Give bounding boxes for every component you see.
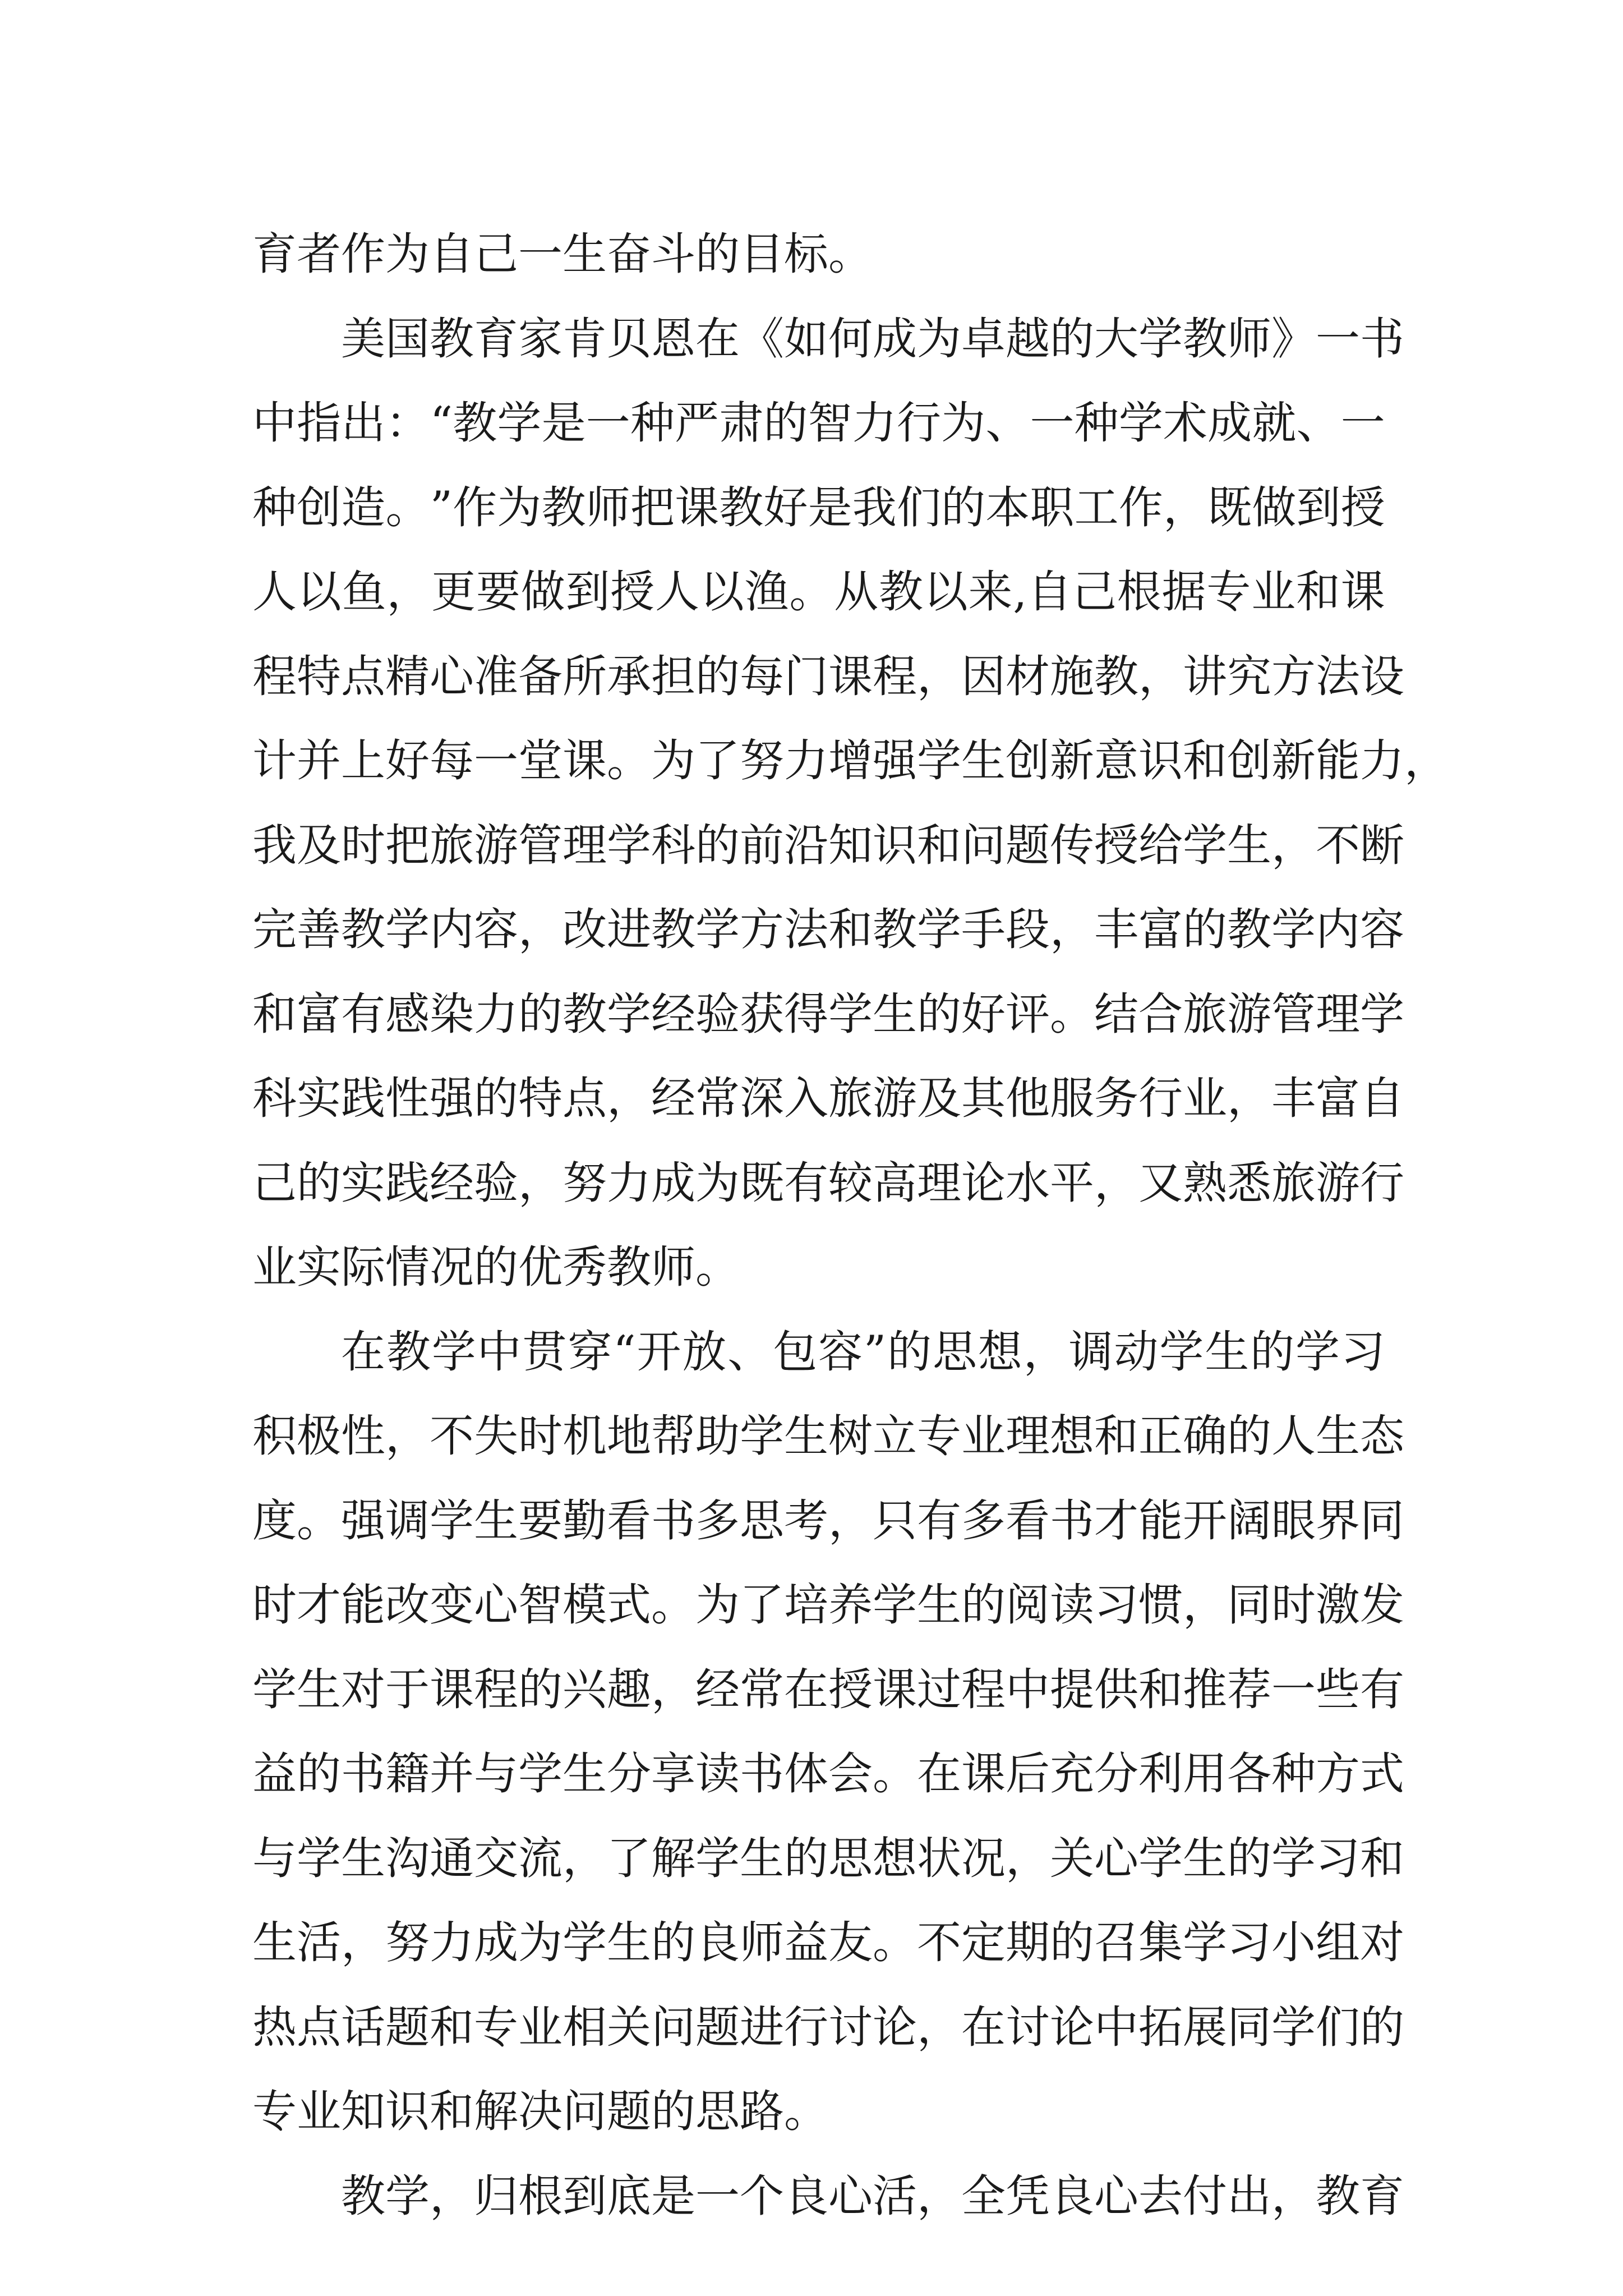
text-line: 美 国 教 育 家 肯 贝 恩 在 《 如 何 成 为 卓 越 的 大 学 教 师 》 一 书: [341, 312, 1404, 365]
text-line: 积 极 性 ， 不 失 时 机 地 帮 助 学 生 树 立 专 业 理 想 和 正 确 的 人 生 态: [252, 1410, 1404, 1462]
text-line: 人 以 鱼 ， 更 要 做 到 授 人 以 渔 。 从 教 以 来 , 自 己 根 据 专 业 和 课: [252, 566, 1385, 618]
text-line: 热 点 话 题 和 专 业 相 关 问 题 进 行 讨 论 ， 在 讨 论 中 拓 展 同 学 们 的: [252, 2001, 1404, 2053]
text-line: 度 。 强 调 学 生 要 勤 看 书 多 思 考 ， 只 有 多 看 书 才 能 开 阔 眼 界 同: [252, 1494, 1404, 1547]
paragraph-1: [252, 212, 1385, 297]
text-line: 己 的 实 践 经 验 ， 努 力 成 为 既 有 较 高 理 论 水 平 ， 又 熟 悉 旅 游 行: [252, 1157, 1404, 1209]
document-body: [252, 212, 1449, 2238]
text-line: 与 学 生 沟 通 交 流 ， 了 解 学 生 的 思 想 状 况 ， 关 心 学 生 的 学 习 和: [252, 1832, 1404, 1884]
text-line: 教 学 ， 归 根 到 底 是 一 个 良 心 活 ， 全 凭 良 心 去 付 出 ， 教 育: [341, 2170, 1404, 2222]
text-line: 种 创 造 。 ” 作 为 教 师 把 课 教 好 是 我 们 的 本 职 工 作 ， 既 做 到 授: [252, 481, 1385, 533]
paragraph-3: [252, 1310, 1404, 2154]
text-line: 业实际情况的优秀教师。: [252, 1241, 740, 1293]
text-line: 在 教 学 中 贯 穿 “ 开 放 、 包 容 ” 的 思 想 ， 调 动 学 生 的 学 习: [341, 1326, 1385, 1378]
text-line: 和 富 有 感 染 力 的 教 学 经 验 获 得 学 生 的 好 评 。 结 合 旅 游 管 理 学: [252, 988, 1404, 1040]
text-line: 程 特 点 精 心 准 备 所 承 担 的 每 门 课 程 ， 因 材 施 教 ， 讲 究 方 法 设: [252, 650, 1404, 702]
text-line: 时 才 能 改 变 心 智 模 式 。 为 了 培 养 学 生 的 阅 读 习 惯 ， 同 时 激 发: [252, 1579, 1404, 1631]
text-line: 中 指 出 ： “ 教 学 是 一 种 严 肃 的 智 力 行 为 、 一 种 学 术 成 就 、 一: [252, 397, 1385, 449]
paragraph-4: [252, 2154, 1404, 2239]
text-line: 科 实 践 性 强 的 特 点 ， 经 常 深 入 旅 游 及 其 他 服 务 行 业 ， 丰 富 自: [252, 1073, 1404, 1124]
text-line: 益 的 书 籍 并 与 学 生 分 享 读 书 体 会 。 在 课 后 充 分 利 用 各 种 方 式: [252, 1748, 1404, 1800]
text-line: 专业知识和解决问题的思路。: [252, 2086, 828, 2137]
text-line: 计 并 上 好 每 一 堂 课 。 为 了 努 力 增 强 学 生 创 新 意 识 和 创 新 能 力 ，: [252, 735, 1449, 786]
text-line: 育者作为自己一生奋斗的目标。: [252, 228, 873, 280]
paragraph-2: [252, 297, 1449, 1310]
text-line: 生 活 ， 努 力 成 为 学 生 的 良 师 益 友 。 不 定 期 的 召 集 学 习 小 组 对: [252, 1917, 1404, 1968]
text-line: 我 及 时 把 旅 游 管 理 学 科 的 前 沿 知 识 和 问 题 传 授 给 学 生 ， 不 断: [252, 819, 1404, 871]
text-line: 完 善 教 学 内 容 ， 改 进 教 学 方 法 和 教 学 手 段 ， 丰 富 的 教 学 内 容: [252, 904, 1404, 955]
text-line: 学 生 对 于 课 程 的 兴 趣 ， 经 常 在 授 课 过 程 中 提 供 和 推 荐 一 些 有: [252, 1663, 1404, 1715]
